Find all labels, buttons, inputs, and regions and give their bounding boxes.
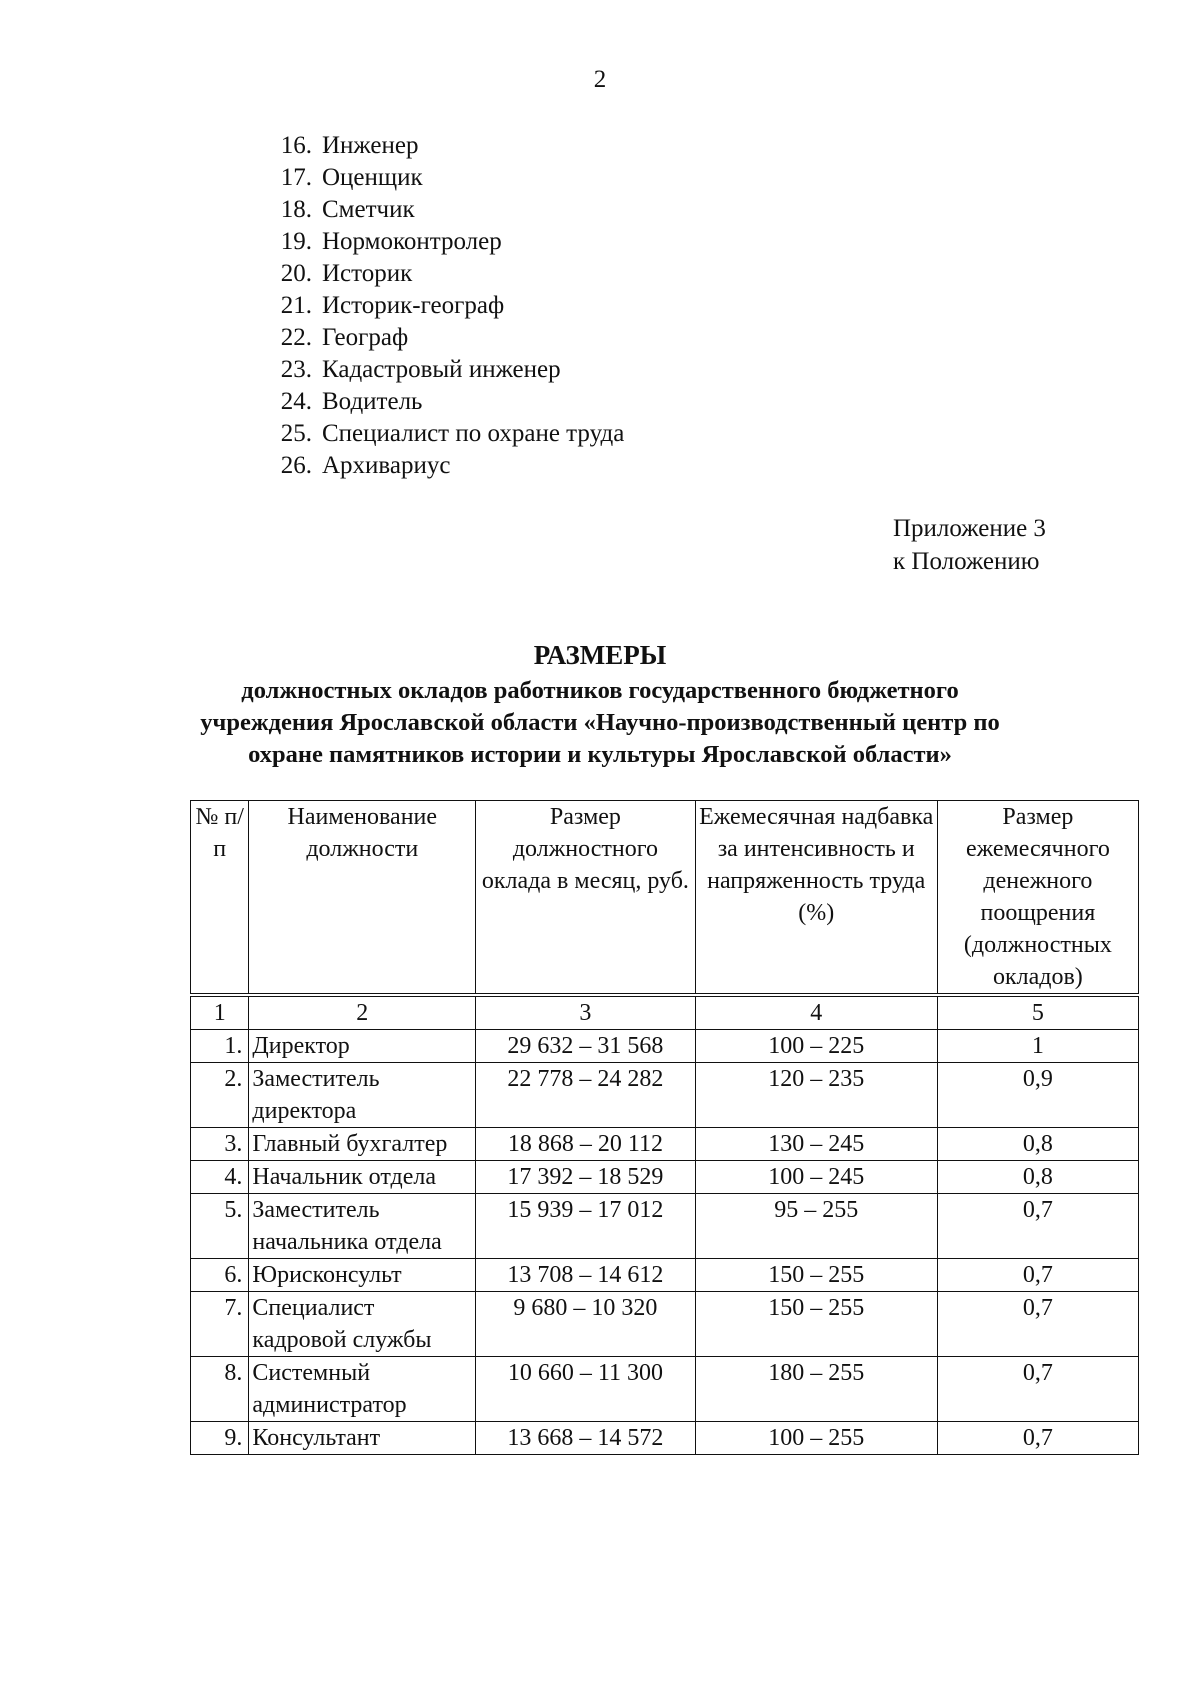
table-cell-salary: 18 868 – 20 112 [476, 1128, 696, 1161]
table-cell-n: 3. [191, 1128, 249, 1161]
table-row [191, 1161, 1139, 1194]
table-cell-n: 8. [191, 1357, 249, 1422]
table-cell-reward: 0,8 [937, 1128, 1138, 1161]
table-row [191, 1194, 1139, 1259]
column-header: Ежемесячная надбавка за интенсивность и напряженность труда (%) [695, 801, 937, 996]
list-item [260, 194, 624, 226]
list-item-label: Кадастровый инженер [322, 356, 561, 383]
table-cell-reward: 0,7 [937, 1357, 1138, 1422]
table-cell-position: Специалист кадровой службы [249, 1292, 476, 1357]
table-cell-bonus: 100 – 255 [695, 1422, 937, 1455]
table-body [191, 1030, 1139, 1455]
list-item [260, 258, 624, 290]
table-cell-position: Консультант [249, 1422, 476, 1455]
table-cell-reward: 0,8 [937, 1161, 1138, 1194]
column-number: 1 [191, 995, 249, 1030]
table-cell-n: 4. [191, 1161, 249, 1194]
column-number: 4 [695, 995, 937, 1030]
list-item-label: Нормоконтролер [322, 228, 502, 255]
table-header-row [191, 801, 1139, 996]
table-cell-n: 7. [191, 1292, 249, 1357]
list-item [260, 386, 624, 418]
table-cell-salary: 9 680 – 10 320 [476, 1292, 696, 1357]
table-row [191, 1292, 1139, 1357]
list-item-number: 22. [280, 324, 312, 351]
table-cell-n: 9. [191, 1422, 249, 1455]
list-item-label: Историк [322, 260, 413, 287]
list-item-label: Оценщик [322, 164, 423, 191]
column-header: Размер должностного оклада в месяц, руб. [476, 801, 696, 996]
table-cell-bonus: 100 – 245 [695, 1161, 937, 1194]
table-cell-bonus: 180 – 255 [695, 1357, 937, 1422]
table-cell-salary: 22 778 – 24 282 [476, 1063, 696, 1128]
list-item-label: Специалист по охране труда [322, 420, 625, 447]
table-cell-reward: 0,9 [937, 1063, 1138, 1128]
list-item-label: Сметчик [322, 196, 415, 223]
column-header: Наименование должности [249, 801, 476, 996]
positions-list [260, 130, 624, 482]
list-item-label: Архивариус [322, 452, 451, 479]
table-cell-salary: 13 708 – 14 612 [476, 1259, 696, 1292]
table-row [191, 1357, 1139, 1422]
list-item-number: 24. [280, 388, 312, 415]
table-cell-salary: 13 668 – 14 572 [476, 1422, 696, 1455]
table-cell-position: Системный администратор [249, 1357, 476, 1422]
list-item [260, 162, 624, 194]
table-cell-position: Начальник отдела [249, 1161, 476, 1194]
list-item [260, 322, 624, 354]
table-row [191, 1063, 1139, 1128]
table-cell-bonus: 150 – 255 [695, 1292, 937, 1357]
annex-label [893, 512, 1046, 578]
table-cell-bonus: 120 – 235 [695, 1063, 937, 1128]
table-cell-position: Директор [249, 1030, 476, 1063]
table-cell-bonus: 95 – 255 [695, 1194, 937, 1259]
table-row [191, 1259, 1139, 1292]
table-cell-reward: 0,7 [937, 1194, 1138, 1259]
list-item [260, 450, 624, 482]
list-item-number: 23. [280, 356, 312, 383]
list-item-label: Водитель [322, 388, 423, 415]
column-number: 3 [476, 995, 696, 1030]
table-cell-reward: 1 [937, 1030, 1138, 1063]
annex-line-1: Приложение 3 [893, 515, 1046, 542]
table-row [191, 1128, 1139, 1161]
table-cell-n: 1. [191, 1030, 249, 1063]
table-row [191, 1422, 1139, 1455]
table-cell-position: Главный бухгалтер [249, 1128, 476, 1161]
table-cell-salary: 15 939 – 17 012 [476, 1194, 696, 1259]
salary-table [190, 800, 1139, 1455]
table-cell-position: Заместитель директора [249, 1063, 476, 1128]
table-cell-position: Заместитель начальника отдела [249, 1194, 476, 1259]
list-item-label: Географ [322, 324, 409, 351]
list-item-label: Инженер [322, 132, 419, 159]
page-number: 2 [593, 66, 607, 93]
document-subtitle: должностных окладов работников государственного бюджетного учреждения Ярославской области «Научно-производственный центр по охране памятников истории и культуры Ярославской области» [200, 677, 1000, 768]
table-row [191, 1030, 1139, 1063]
list-item-number: 18. [280, 196, 312, 223]
document-title: РАЗМЕРЫ [533, 640, 667, 670]
list-item-number: 26. [280, 452, 312, 479]
table-cell-bonus: 130 – 245 [695, 1128, 937, 1161]
column-number: 5 [937, 995, 1138, 1030]
table-cell-n: 5. [191, 1194, 249, 1259]
table-cell-position: Юрисконсульт [249, 1259, 476, 1292]
list-item [260, 130, 624, 162]
column-number: 2 [249, 995, 476, 1030]
annex-line-2: к Положению [893, 548, 1040, 575]
table-cell-bonus: 150 – 255 [695, 1259, 937, 1292]
table-cell-reward: 0,7 [937, 1422, 1138, 1455]
table-cell-reward: 0,7 [937, 1292, 1138, 1357]
list-item-number: 21. [280, 292, 312, 319]
list-item-number: 17. [280, 164, 312, 191]
table-cell-n: 2. [191, 1063, 249, 1128]
table-cell-salary: 29 632 – 31 568 [476, 1030, 696, 1063]
list-item-number: 19. [280, 228, 312, 255]
table-cell-salary: 17 392 – 18 529 [476, 1161, 696, 1194]
list-item [260, 290, 624, 322]
list-item-label: Историк-географ [322, 292, 505, 319]
list-item-number: 16. [280, 132, 312, 159]
list-item-number: 25. [280, 420, 312, 447]
table-cell-bonus: 100 – 225 [695, 1030, 937, 1063]
column-header: Размер ежемесячного денежного поощрения (должностных окладов) [937, 801, 1138, 996]
column-number-row [191, 995, 1139, 1030]
list-item [260, 418, 624, 450]
list-item [260, 226, 624, 258]
list-item-number: 20. [280, 260, 312, 287]
table-cell-salary: 10 660 – 11 300 [476, 1357, 696, 1422]
column-header: № п/п [191, 801, 249, 996]
table-cell-reward: 0,7 [937, 1259, 1138, 1292]
list-item [260, 354, 624, 386]
table-cell-n: 6. [191, 1259, 249, 1292]
